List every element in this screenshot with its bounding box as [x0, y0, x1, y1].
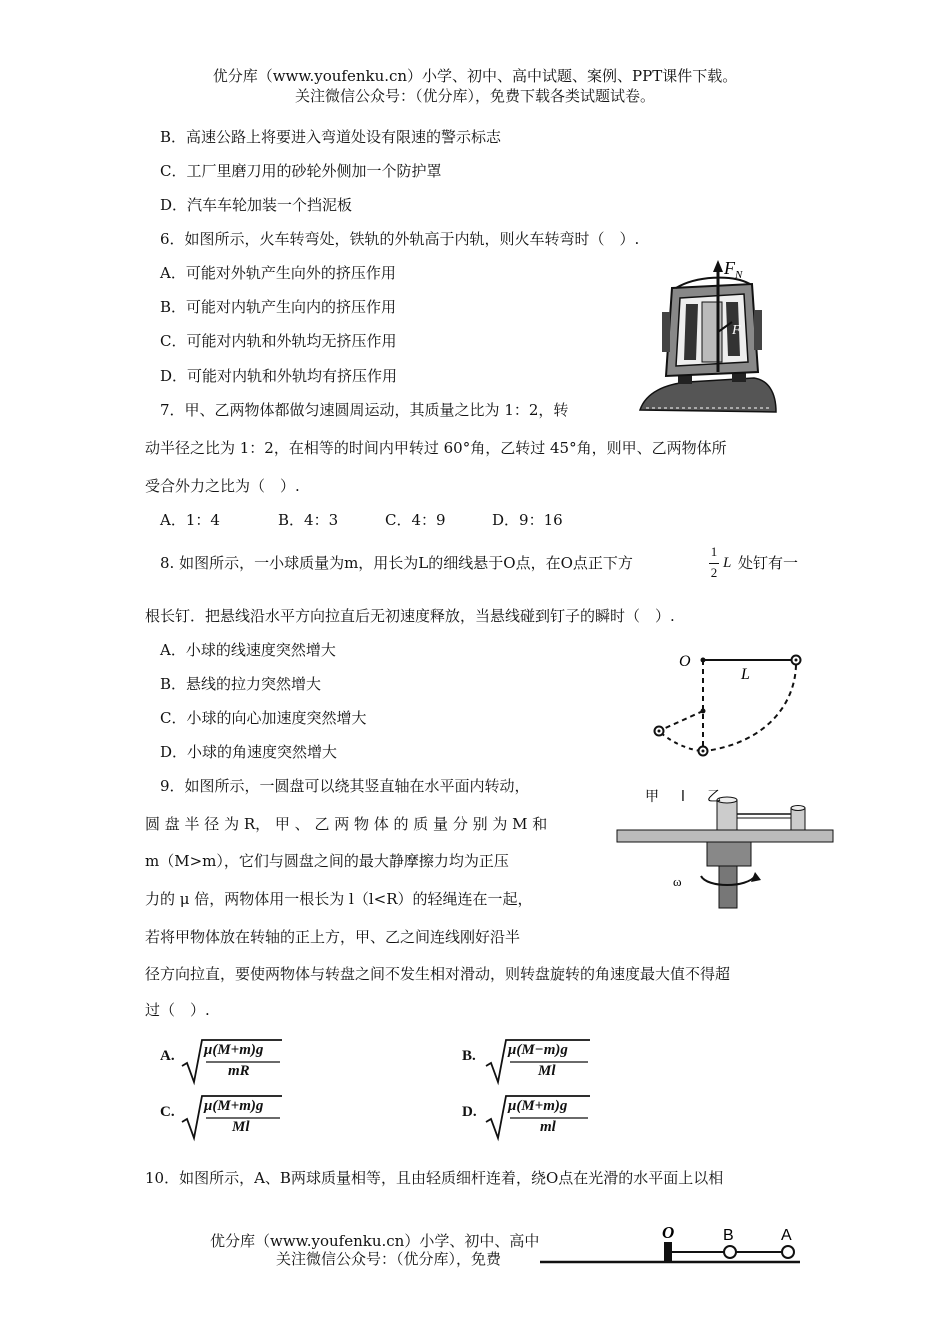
q7-line-1: 7．甲、乙两物体都做匀速圆周运动，其质量之比为 1：2，转	[160, 401, 569, 419]
fraction-denominator: 2	[710, 565, 718, 580]
q9-option-c-label: C.	[160, 1104, 175, 1120]
q9-option-a-numerator: μ(M+m)g	[204, 1042, 264, 1058]
q9-option-d-label: D.	[462, 1104, 477, 1120]
label-a: A	[781, 1227, 792, 1244]
q7-option-d: D．9：16	[492, 511, 563, 529]
q7-option-b: B．4：3	[278, 511, 339, 529]
label-yi: 乙	[707, 789, 721, 805]
q7-option-c: C．4：9	[385, 511, 446, 529]
q9-option-d-denominator: ml	[540, 1119, 556, 1135]
q9-option-a-denominator: mR	[228, 1063, 250, 1079]
q8-option-b: B．悬线的拉力突然增大	[160, 675, 322, 693]
header-line-2: 关注微信公众号：（优分库），免费下载各类试题试卷。	[294, 87, 655, 105]
header-line-1: 优分库（www.youfenku.cn）小学、初中、高中试题、案例、PPT课件下载。	[212, 67, 738, 85]
pendulum-figure	[645, 645, 815, 763]
q8-option-a: A．小球的线速度突然增大	[160, 641, 336, 659]
q8-option-c: C．小球的向心加速度突然增大	[160, 709, 367, 727]
fraction-variable: L	[723, 555, 732, 571]
q9-line-4: 力的 μ 倍，两物体用一根长为 l（l<R）的轻绳连在一起，	[145, 890, 533, 908]
q9-line-7: 过（ ）.	[145, 1001, 210, 1019]
q7-line-3: 受合外力之比为（ ）.	[145, 477, 300, 495]
rod-figure	[538, 1222, 804, 1270]
q10-line-1: 10．如图所示，A、B两球质量相等，且由轻质细杆连着，绕O点在光滑的水平面上以相	[145, 1169, 724, 1187]
q5-option-c: C．工厂里磨刀用的砂轮外侧加一个防护罩	[160, 162, 442, 180]
fraction-numerator: 1	[710, 544, 718, 559]
footer-line-2: 关注微信公众号：（优分库），免费	[276, 1250, 502, 1268]
label-jia: 甲	[645, 789, 659, 805]
q8-line-2: 根长钉．把悬线沿水平方向拉直后无初速度释放，当悬线碰到钉子的瞬时（ ）.	[145, 607, 675, 625]
label-omega: ω	[673, 874, 682, 889]
q9-line-2: 圆 盘 半 径 为 R， 甲 、 乙 两 物 体 的 质 量 分 别 为 M 和	[145, 815, 548, 833]
q8-line-1b: 处钉有一	[738, 554, 799, 572]
q5-option-b: B．高速公路上将要进入弯道处设有限速的警示标志	[160, 128, 502, 146]
q6-stem: 6．如图所示，火车转弯处，铁轨的外轨高于内轨，则火车转弯时（ ）.	[160, 230, 640, 248]
q9-line-3: m（M>m），它们与圆盘之间的最大静摩擦力均为正压	[145, 852, 509, 870]
train-curve-figure	[636, 252, 778, 418]
label-bar: l	[681, 789, 685, 805]
q9-option-b-label: B.	[462, 1048, 476, 1064]
q9-option-c-denominator: Ml	[232, 1119, 250, 1135]
q8-line-1a: 8. 如图所示，一小球质量为m，用长为L的细线悬于O点，在O点正下方	[160, 554, 633, 572]
q6-option-a: A．可能对外轨产生向外的挤压作用	[160, 264, 396, 282]
label-f: F	[732, 323, 741, 338]
q9-option-b-numerator: μ(M−m)g	[508, 1042, 568, 1058]
turntable-figure	[615, 780, 837, 912]
q5-option-d: D．汽车车轮加装一个挡泥板	[160, 196, 353, 214]
q6-option-d: D．可能对内轨和外轨均有挤压作用	[160, 367, 398, 385]
q7-option-a: A．1：4	[160, 511, 220, 529]
q9-option-b-denominator: Ml	[538, 1063, 556, 1079]
q9-option-d-numerator: μ(M+m)g	[508, 1098, 568, 1114]
q6-option-c: C．可能对内轨和外轨均无挤压作用	[160, 332, 397, 350]
footer-line-1: 优分库（www.youfenku.cn）小学、初中、高中	[210, 1232, 540, 1250]
label-b: B	[723, 1227, 734, 1244]
label-o: O	[662, 1223, 675, 1242]
label-o: O	[679, 653, 691, 670]
q9-option-a-label: A.	[160, 1048, 175, 1064]
q9-line-6: 径方向拉直，要使两物体与转盘之间不发生相对滑动，则转盘旋转的角速度最大值不得超	[145, 965, 731, 983]
label-fn: F	[724, 258, 735, 278]
q9-option-c-numerator: μ(M+m)g	[204, 1098, 264, 1114]
label-fn-subscript: N	[735, 269, 743, 281]
q7-line-2: 动半径之比为 1：2，在相等的时间内甲转过 60°角，乙转过 45°角，则甲、乙两物体所	[145, 439, 727, 457]
q8-option-d: D．小球的角速度突然增大	[160, 743, 338, 761]
q6-option-b: B．可能对内轨产生向内的挤压作用	[160, 298, 397, 316]
q9-line-1: 9．如图所示，一圆盘可以绕其竖直轴在水平面内转动，	[160, 777, 530, 795]
label-l: L	[741, 666, 750, 683]
fraction-bar	[709, 563, 719, 564]
q9-line-5: 若将甲物体放在转轴的正上方，甲、乙之间连线刚好沿半	[145, 928, 521, 946]
